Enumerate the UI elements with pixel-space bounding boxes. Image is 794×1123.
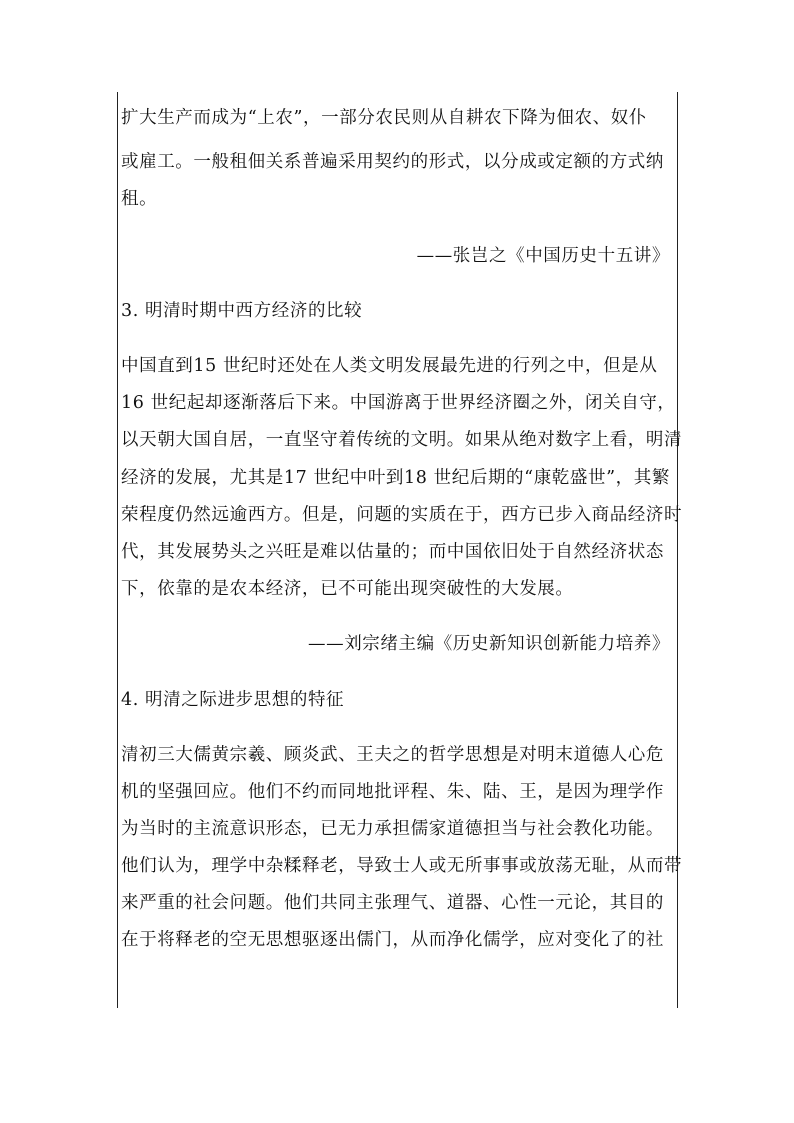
section-heading: 4. 明清之际进步思想的特征 (121, 690, 345, 710)
paragraph-line: 清初三大儒黄宗羲、顾炎武、王夫之的哲学思想是对明末道德人心危 (121, 745, 664, 765)
paragraph-line: 荣程度仍然远逾西方。但是，问题的实质在于，西方已步入商品经济时 (121, 505, 683, 525)
paragraph-line: 在于将释老的空无思想驱逐出儒门，从而净化儒学，应对变化了的社 (121, 930, 664, 950)
paragraph-line: 来严重的社会问题。他们共同主张理气、道器、心性一元论，其目的 (121, 893, 664, 913)
paragraph-line: 下，依靠的是农本经济，已不可能出现突破性的大发展。 (121, 579, 574, 599)
paragraph-line: 经济的发展，尤其是17 世纪中叶到18 世纪后期的“康乾盛世”，其繁 (121, 468, 670, 488)
section-heading: 3. 明清时期中西方经济的比较 (121, 301, 363, 321)
paragraph-line: 或雇工。一般租佃关系普遍采用契约的形式，以分成或定额的方式纳 (121, 152, 664, 172)
source-citation: ——刘宗绪主编《历史新知识创新能力培养》 (308, 634, 670, 654)
paragraph-line: 代，其发展势头之兴旺是难以估量的；而中国依旧处于自然经济状态 (121, 542, 664, 562)
paragraph-line: 他们认为，理学中杂糅释老，导致士人或无所事事或放荡无耻，从而带 (121, 856, 683, 876)
paragraph-line: 中国直到15 世纪时还处在人类文明发展最先进的行列之中，但是从 (121, 356, 658, 376)
paragraph-line: 租。 (121, 189, 158, 209)
source-citation: ——张岂之《中国历史十五讲》 (416, 246, 670, 266)
paragraph-line: 机的坚强回应。他们不约而同地批评程、朱、陆、王，是因为理学作 (121, 782, 664, 802)
paragraph-line: 以天朝大国自居，一直坚守着传统的文明。如果从绝对数字上看，明清 (121, 430, 683, 450)
paragraph-line: 扩大生产而成为“上农”，一部分农民则从自耕农下降为佃农、奴仆 (121, 108, 647, 128)
paragraph-line: 为当时的主流意识形态，已无力承担儒家道德担当与社会教化功能。 (121, 819, 664, 839)
paragraph-line: 16 世纪起却逐渐落后下来。中国游离于世界经济圈之外，闭关自守， (121, 393, 676, 413)
